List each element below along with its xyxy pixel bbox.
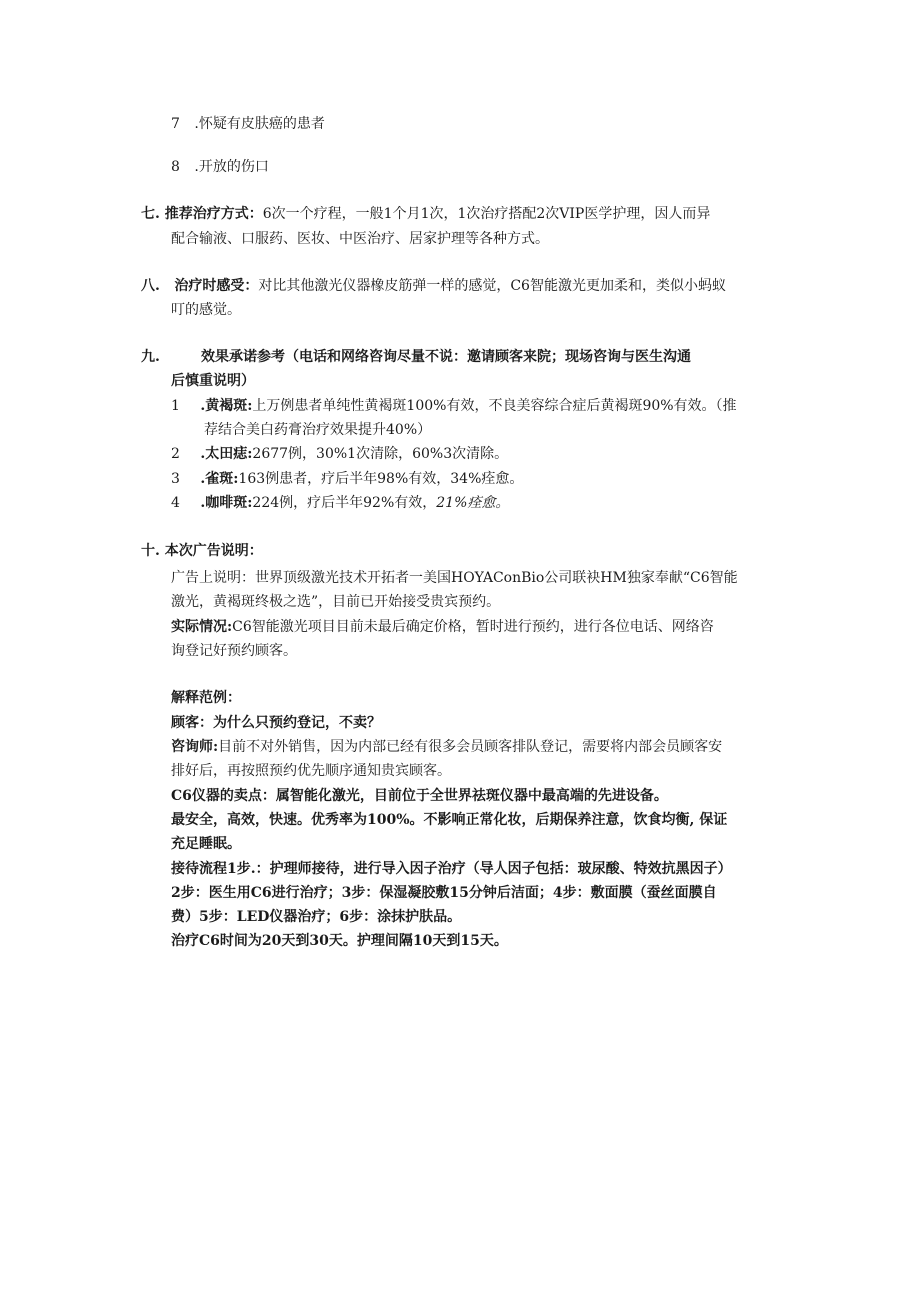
safety-line-1: 最安全，高效，快速。优秀率为100%。不影响正常化妆，后期保养注意，饮食均衡, 保证 [171,812,728,828]
consultant-answer-text: 目前不对外销售，因为内部已经有很多会员顾客排队登记，需要将内部会员顾客安 [218,739,723,755]
actual-situation-line-2: 询登记好预约顾客。 [171,643,297,659]
section-7-heading: 七. 推荐治疗方式： [141,206,263,222]
list-number: 8 [171,159,180,175]
consultant-answer-line-1 [171,735,722,759]
effect-item-1 [171,394,737,418]
section-9-number: 九. [141,349,160,365]
section-7-line-1 [141,202,710,226]
safety-line-2: 充足睡眠。 [171,836,241,852]
item-text: 2677例，30%1次清除，60%3次清除。 [252,446,509,462]
item-text: 163例患者，疗后半年98%有效，34%痊愈。 [238,471,524,487]
item-number: 4 [171,495,180,511]
section-10-heading: 十. 本次广告说明： [141,543,263,559]
effect-item-2 [171,442,508,466]
reception-flow-line-3: 费）5步：LED仪器治疗；6步：涂抹护肤品。 [171,909,462,925]
treatment-duration: 治疗C6时间为20天到30天。护理间隔10天到15天。 [171,933,508,949]
ad-description-line-1: 广告上说明：世界顶级激光技术开拓者一美国HOYAConBio公司联袂HM独家奉献“C6智能 [171,570,738,586]
actual-situation-line-1 [171,615,714,639]
list-text: .开放的伤口 [194,159,269,175]
item-text: 224例，疗后半年92%有效， [252,495,437,511]
list-number: 7 [171,116,180,132]
section-8-heading: 治疗时感受： [174,278,259,294]
section-8-text: 对比其他激光仪器橡皮筋弹一样的感觉，C6智能激光更加柔和，类似小蚂蚁 [258,278,726,294]
effect-item-4 [171,491,509,515]
actual-situation-label: 实际情况: [171,619,233,635]
list-item-8 [171,155,269,179]
item-label: .咖啡斑: [200,495,253,511]
effect-item-3 [171,467,523,491]
reception-flow-line-2: 2步：医生用C6进行治疗；3步：保湿凝胶敷15分钟后洁面；4步：敷面膜（蚕丝面膜自 [171,885,717,901]
section-9-title-line-2: 后慎重说明） [171,373,255,389]
section-7-line-2: 配合输液、口服药、医妆、中医治疗、居家护理等各种方式。 [171,231,549,247]
item-label: .黄褐斑: [200,398,253,414]
section-7-text: 6次一个疗程，一般1个月1次，1次治疗搭配2次VIP医学护理，因人而异 [262,206,711,222]
item-text: 上万例患者单纯性黄褐斑100%有效，不良美容综合症后黄褐斑90%有效。（推 [252,398,737,414]
section-9-title-line-1: 效果承诺参考（电话和网络咨询尽量不说：邀请顾客来院；现场咨询与医生沟通 [201,349,691,365]
reception-flow-line-1: 接待流程1步.：护理师接待，进行导入因子治疗（导人因子包括：玻尿酸、特效抗黑因子） [171,861,732,877]
list-item-7 [171,112,325,136]
item-text-italic: 21%痊愈。 [436,495,510,511]
customer-question: 顾客：为什么只预约登记，不卖？ [171,715,381,731]
consultant-answer-line-2: 排好后，再按照预约优先顺序通知贵宾顾客。 [171,763,451,779]
selling-point: C6仪器的卖点：属智能化激光，目前位于全世界祛斑仪器中最高端的先进设备。 [171,788,668,804]
section-8-line-1 [141,274,726,298]
item-label: .太田痣: [200,446,253,462]
example-title: 解释范例： [171,690,241,706]
list-text: .怀疑有皮肤癌的患者 [194,116,325,132]
item-label: .雀斑: [200,471,239,487]
section-8-number: 八. [141,278,160,294]
consultant-label: 咨询师: [171,739,219,755]
item-number: 2 [171,446,180,462]
effect-item-1-continued: 荐结合美白药膏治疗效果提升40%） [204,422,432,438]
ad-description-line-2: 激光，黄褐斑终极之选”，目前已开始接受贵宾预约。 [171,594,501,610]
section-8-line-2: 叮的感觉。 [171,302,241,318]
item-number: 3 [171,471,180,487]
actual-situation-text: C6智能激光项目目前未最后确定价格，暂时进行预约，进行各位电话、网络咨 [232,619,714,635]
item-number: 1 [171,398,180,414]
